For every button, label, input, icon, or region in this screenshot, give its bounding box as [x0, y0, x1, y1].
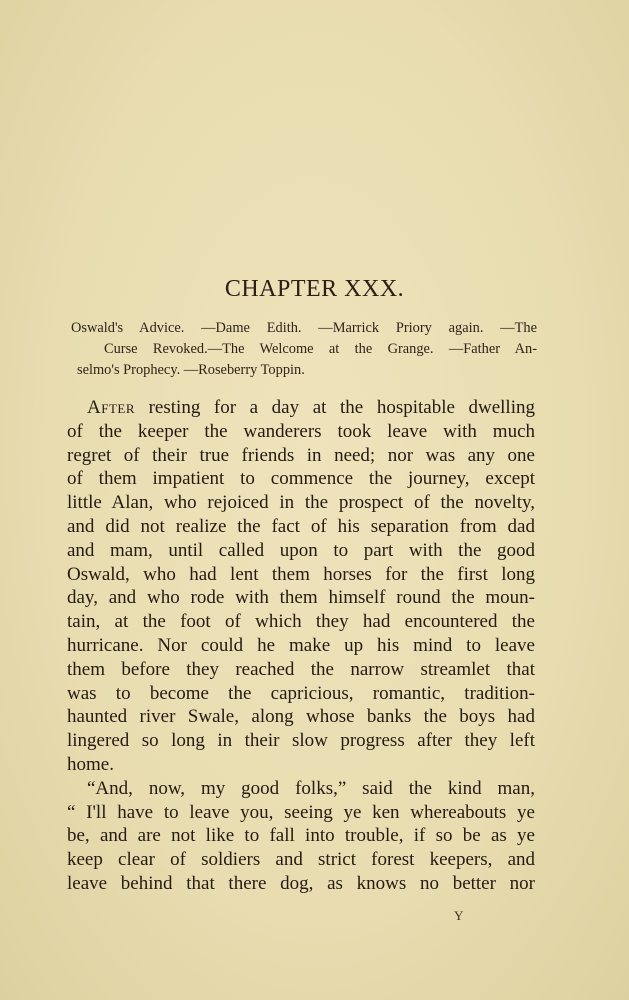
text-line: hurricane. Nor could he make up his mind to leave	[67, 634, 535, 656]
text-line: them before they reached the narrow streamlet that	[67, 658, 535, 680]
synopsis-line: Oswald's Advice. —Dame Edith. —Marrick Priory again. —The	[71, 320, 537, 336]
chapter-title: CHAPTER XXX.	[224, 276, 405, 302]
text-line: “ I'll have to leave you, seeing ye ken whereabouts ye	[67, 801, 535, 823]
text-line: leave behind that there dog, as knows no better nor	[67, 872, 535, 894]
text-line: day, and who rode with them himself round the moun-	[67, 587, 535, 609]
synopsis-line: selmo's Prophecy. —Roseberry Toppin.	[77, 362, 305, 378]
body-text	[67, 396, 535, 896]
text-line: haunted river Swale, along whose banks the boys had	[67, 706, 535, 728]
synopsis-line: Curse Revoked.—The Welcome at the Grange. —Father An-	[104, 341, 537, 357]
text-line: be, and are not like to fall into trouble, if so be as ye	[67, 825, 535, 847]
text-line: Oswald, who had lent them horses for the first long	[67, 563, 535, 585]
signature-mark: Y	[454, 908, 464, 923]
text-line: home.	[67, 753, 114, 775]
text-line: of them impatient to commence the journey, except	[67, 468, 535, 490]
chapter-synopsis	[71, 318, 537, 381]
text-line: regret of their true friends in need; nor was any one	[67, 444, 535, 466]
text-line: lingered so long in their slow progress after they left	[67, 730, 535, 752]
text-line: “And, now, my good folks,” said the kind man,	[87, 777, 535, 799]
text-line: and mam, until called upon to part with the good	[67, 539, 535, 561]
text-line: keep clear of soldiers and strict forest keepers, and	[67, 849, 535, 871]
text-line: and did not realize the fact of his separation from dad	[67, 515, 535, 537]
text-line: tain, at the foot of which they had encountered the	[67, 611, 535, 633]
text-line: of the keeper the wanderers took leave with much	[67, 420, 535, 442]
text-line: was to become the capricious, romantic, tradition-	[67, 682, 535, 704]
text-line: After resting for a day at the hospitable dwelling	[87, 397, 535, 418]
opening-word: After	[87, 397, 136, 418]
text-line: little Alan, who rejoiced in the prospect of the novelty,	[67, 492, 535, 514]
